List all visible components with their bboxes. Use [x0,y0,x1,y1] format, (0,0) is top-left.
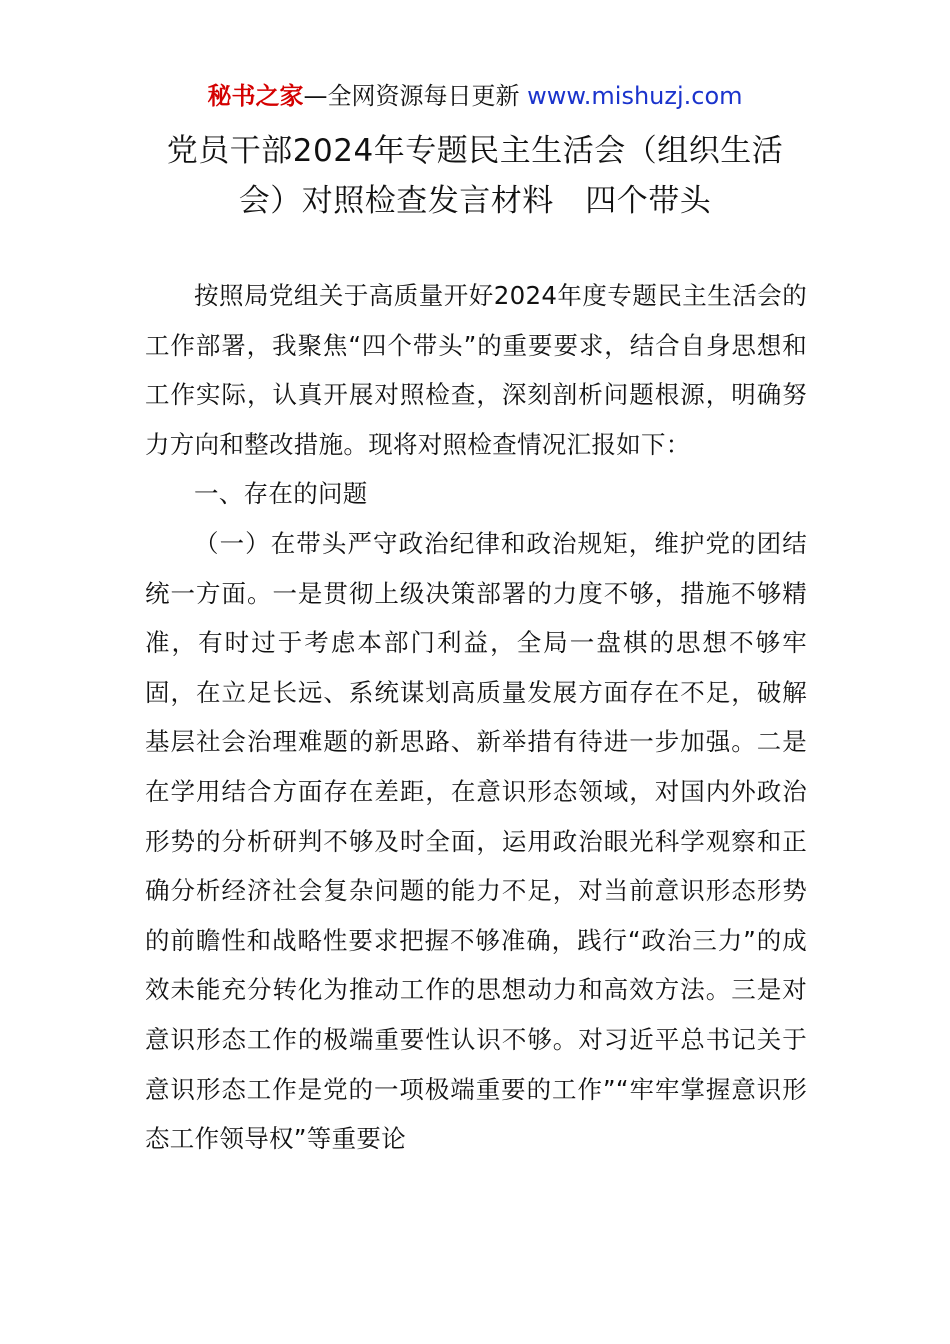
body-paragraph: （一）在带头严守政治纪律和政治规矩，维护党的团结统一方面。一是贯彻上级决策部署的力度不够，措施不够精准，有时过于考虑本部门利益，全局一盘棋的思想不够牢固，在立足长远、系统谋划高质量发展方面存在不足，破解基层社会治理难题的新思路、新举措有待进一步加强。二是在学用结合方面存在差距，在意识形态领域，对国内外政治形势的分析研判不够及时全面，运用政治眼光科学观察和正确分析经济社会复杂问题的能力不足，对当前意识形态形势的前瞻性和战略性要求把握不够准确，践行“政治三力”的成效未能充分转化为推动工作的思想动力和高效方法。三是对意识形态工作的极端重要性认识不够。对习近平总书记关于意识形态工作是党的一项极端重要的工作”“牢牢掌握意识形态工作领导权”等重要论 [145,528,807,1154]
site-tagline: —全网资源每日更新 [303,82,528,110]
document-body [145,271,807,1164]
document-title-line-2: 会）对照检查发言材料 四个带头 [238,183,712,219]
site-header [0,80,950,112]
site-url: www.mishuzj.com [527,82,743,110]
section-heading: 一、存在的问题 [194,479,368,509]
site-brand: 秘书之家 [207,82,304,110]
document-title-line-1: 党员干部2024年专题民主生活会（组织生活 [166,133,784,169]
document-title [145,126,805,226]
intro-paragraph: 按照局党组关于高质量开好2024年度专题民主生活会的工作部署，我聚焦“四个带头”的重要要求，结合自身思想和工作实际，认真开展对照检查，深刻剖析问题根源，明确努力方向和整改措施。现将对照检查情况汇报如下： [145,281,807,459]
